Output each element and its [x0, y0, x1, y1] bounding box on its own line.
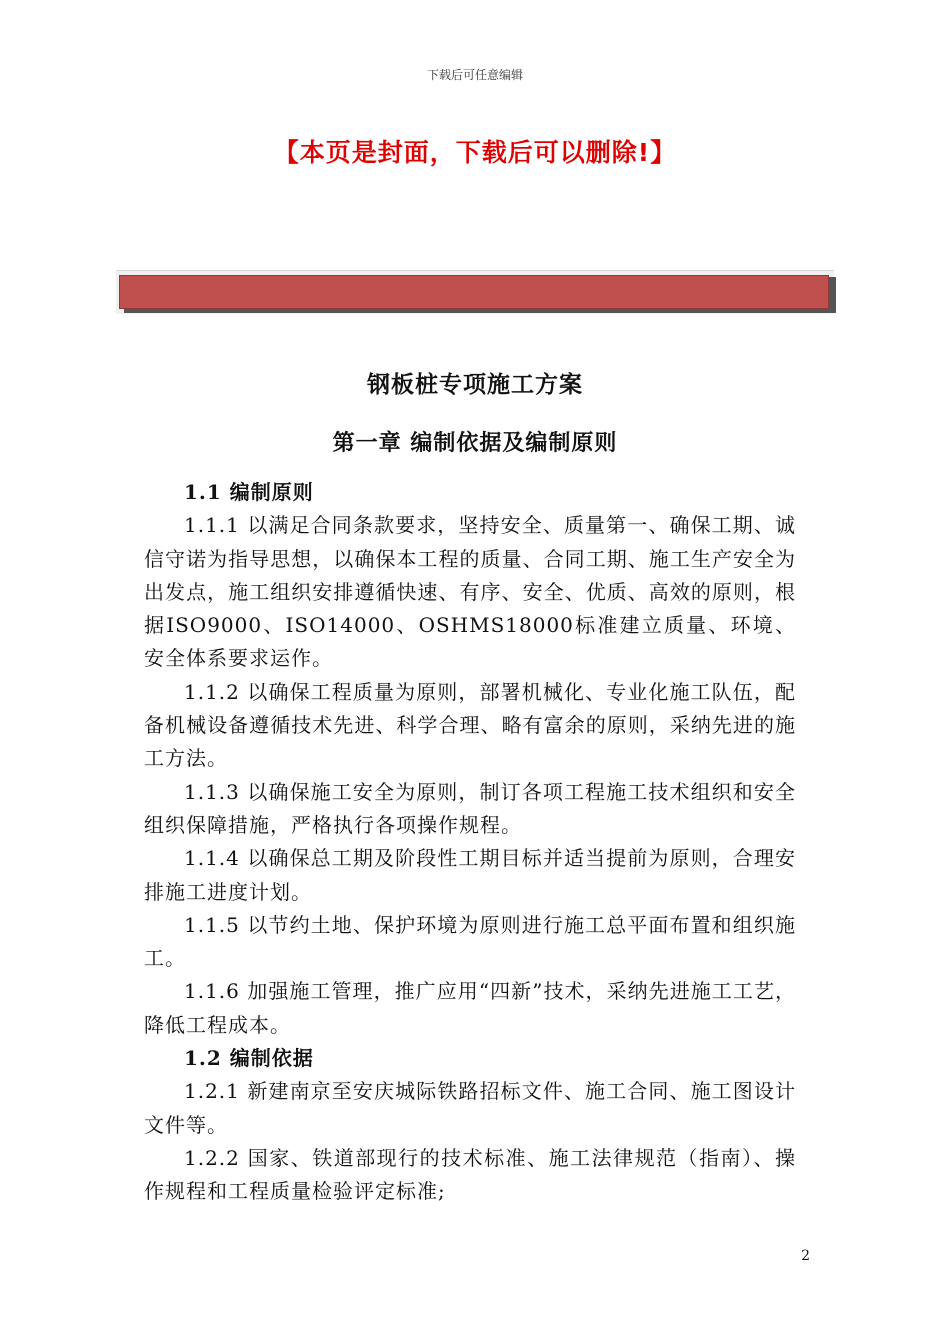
cover-banner: [116, 270, 834, 314]
header-note: 下载后可任意编辑: [426, 68, 523, 82]
paragraph: 1.1.6 加强施工管理，推广应用“四新”技术，采纳先进施工工艺，降低工程成本。: [144, 979, 796, 1037]
document-title: 钢板桩专项施工方案: [367, 371, 583, 398]
paragraph: 1.1.4 以确保总工期及阶段性工期目标并适当提前为原则，合理安排施工进度计划。: [144, 846, 796, 904]
banner-bar: [119, 275, 829, 309]
document-body: [144, 476, 796, 1209]
paragraph: 1.2.2 国家、铁道部现行的技术标准、施工法律规范（指南）、操作规程和工程质量检验评定标准;: [144, 1145, 796, 1204]
chapter-title: 第一章 编制依据及编制原则: [332, 430, 618, 456]
section-heading: 1.2 编制依据: [184, 1046, 314, 1071]
section-heading: 1.1 编制原则: [184, 480, 314, 504]
cover-notice: 【本页是封面，下载后可以删除!】: [273, 138, 677, 167]
page-number: 2: [801, 1248, 810, 1264]
paragraph: 1.1.2 以确保工程质量为原则，部署机械化、专业化施工队伍，配备机械设备遵循技术先进、科学合理、略有富余的原则，采纳先进的施工方法。: [144, 679, 796, 771]
paragraph: 1.1.1 以满足合同条款要求，坚持安全、质量第一、确保工期、诚信守诺为指导思想，以确保本工程的质量、合同工期、施工生产安全为出发点，施工组织安排遵循快速、有序、安全、优质、高效的原则，根据ISO9000、ISO14000、OSHMS18000标准建立质量、环境、安全体系要求运作。: [144, 513, 796, 671]
paragraph: 1.1.5 以节约土地、保护环境为原则进行施工总平面布置和组织施工。: [144, 912, 796, 971]
paragraph: 1.2.1 新建南京至安庆城际铁路招标文件、施工合同、施工图设计文件等。: [144, 1079, 796, 1137]
paragraph: 1.1.3 以确保施工安全为原则，制订各项工程施工技术组织和安全组织保障措施，严格执行各项操作规程。: [144, 779, 796, 837]
